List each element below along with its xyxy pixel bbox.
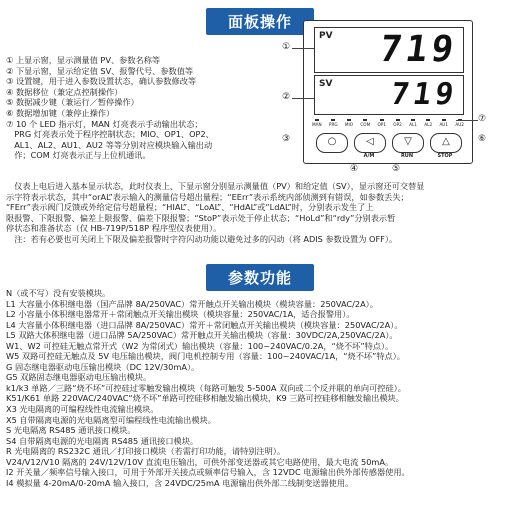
down-run-key[interactable]: ▽ xyxy=(392,133,424,153)
led-indicator: AL1 xyxy=(409,119,417,127)
list-item: ③ 设置键，用于进入参数设置状态，确认参数修改等 xyxy=(6,76,197,87)
am-key-label: A/M xyxy=(363,153,375,159)
callout-5: ⑤ xyxy=(392,164,401,174)
panel-item-list xyxy=(6,55,276,161)
list-item: R 光电隔离的 RS232C 通讯／打印接口模块（若需打印功能，请特别注明）。 xyxy=(6,446,286,457)
pv-value: 719 xyxy=(377,29,460,70)
sv-display xyxy=(314,75,464,115)
list-item: L2 小容量小体积继电器常开＋常闭触点开关输出模块（模块容量：250VAC/1A，适合报警用）。 xyxy=(6,309,355,320)
list-item: G 固态继电器驱动电压输出模块（DC 12V/30mA）。 xyxy=(6,361,200,372)
list-item: L4 大容量小体积继电器（进口品牌 8A/250VAC）常开＋常闭触点开关输出模块（模块容量：250VAC/2A）。 xyxy=(6,319,403,330)
controller-panel xyxy=(303,20,473,164)
list-item: I4 模拟量 4-20mA/0-20mA 输入接口，含 24VDC/25mA 电源输出供外部二线制变送器使用。 xyxy=(6,477,354,488)
set-key[interactable]: ○ xyxy=(316,133,348,153)
callout-1: ① xyxy=(282,42,291,52)
list-item: ① 上显示窗，显示测量值 PV、参数名称等 xyxy=(6,55,161,65)
led-indicators xyxy=(312,119,464,127)
led-indicator: OP1 xyxy=(378,119,387,127)
led-indicator: AU2 xyxy=(455,119,464,127)
up-stop-key[interactable]: △ xyxy=(430,133,462,153)
list-item: ② 下显示窗，显示给定值 SV、报警代号、参数值等 xyxy=(6,65,194,76)
list-item: k1/k3 单路／三路“烧不坏”可控硅过零触发输出模块（每路可触发 5-500A 双向或二个反并联的单向可控硅）。 xyxy=(6,382,406,393)
list-item: G5 双路固态继电器驱动电压输出模块。 xyxy=(6,372,152,383)
list-item: PRG 灯亮表示处于程序控制状态；MIO、OP1、OP2、 xyxy=(6,129,214,140)
list-item: W5 双路可控硅无触点及 5V 电压输出模块，阀门电机控制专用（容量：100~240VAC/1A，“烧不坏”特点）。 xyxy=(6,351,405,362)
panel-operation-header: 面板操作 xyxy=(206,8,314,35)
list-item: ⑥ 数据增加键（兼停止操作） xyxy=(6,107,115,118)
paragraph-line: 仪表上电后进入基本显示状态，此时仪表上、下显示窗分别显示测量值（PV）和给定值（SV），显示窗还可交替显 xyxy=(6,181,425,191)
led-indicator: PRG xyxy=(329,119,338,127)
callout-3: ③ xyxy=(282,134,291,144)
paragraph-line: 停状态和准备状态（仅 HB-719P/518P 程序型仪表使用）。 xyxy=(6,223,222,234)
paragraph-line: 示字符表示状态，其中“orAL”表示输入的测量信号超出量程；“EErr”表示系统内部侦测到有错误，如参数丢失； xyxy=(6,191,409,202)
keypad xyxy=(312,133,464,161)
led-indicator: MAN xyxy=(312,119,322,127)
led-indicator: AU1 xyxy=(439,119,448,127)
sv-value: 719 xyxy=(388,77,460,112)
list-item: ④ 数据移位（兼定点控制操作） xyxy=(6,86,123,97)
list-item: L1 大容量小体积继电器（国产品牌 8A/250VAC）常开触点开关输出模块（模块容量：250VAC/2A）。 xyxy=(6,298,378,309)
run-key-label: RUN xyxy=(400,153,414,159)
list-item: AL1、AL2、AU1、AU2 等等分别对应模块输入输出动 xyxy=(6,139,213,150)
list-item: 作；COM 灯亮表示正与上位机通讯。 xyxy=(6,150,151,161)
list-item: S4 自带隔离电源的光电隔离 RS485 通讯接口模块。 xyxy=(6,435,199,446)
list-item: L5 双路大体积继电器（进口品牌 5A/250VAC）常开触点开关输出模块（容量：30VDC/2A,250VAC/2A）。 xyxy=(6,330,398,341)
list-item: ⑦ 10 个 LED 指示灯，MAN 灯亮表示手动输出状态； xyxy=(6,118,203,129)
list-item: N（或不写）没有安装模块。 xyxy=(6,288,111,298)
pv-label: PV xyxy=(319,31,333,41)
list-item: ⑤ 数据减少键（兼运行／暂停操作） xyxy=(6,97,139,108)
display-status-paragraph xyxy=(6,181,514,245)
paragraph-line: 注：若有必要也可关闭上下限及偏差报警时字符闪动功能以避免过多的闪动（将 ADIS 参数设置为 OFF）。 xyxy=(6,233,398,244)
paragraph-line: “FErr”表示阀门反馈或外给定信号超量程；“HIAL”、“LoAL”、“HdAL”或“LdAL”时，分别表示发生了上 xyxy=(6,202,374,213)
led-indicator: MIO xyxy=(345,119,353,127)
list-item: S 光电隔离 RS485 通讯接口模块。 xyxy=(6,425,136,436)
list-item: X5 自带隔离电源的光电隔离型可编程线性电流输出模块。 xyxy=(6,414,216,425)
callout-7: ⑦ xyxy=(478,114,487,124)
led-indicator: OP2 xyxy=(393,119,402,127)
list-item: X3 光电隔离的可编程线性电流输出模块。 xyxy=(6,404,159,415)
paragraph-line: 限报警、下限报警、偏差上限报警、偏差下限报警；“StoP”表示处于停止状态；“HoLd”和“rdy”分别表示暂 xyxy=(6,212,396,223)
callout-4: ④ xyxy=(350,164,359,174)
list-item: K51/K61 单路 220VAC/240VAC“烧不坏”单路可控硅移相触发输出模块，K9 三路可控硅移相触发输出模块。 xyxy=(6,393,404,404)
parameter-function-header: 参数功能 xyxy=(206,264,314,291)
callout-6: ⑥ xyxy=(478,134,487,144)
list-item: V24/V12/V10 隔离的 24V/12V/10V 直流电压输出，可供外部变送器或其它电路使用，最大电流 50mA。 xyxy=(6,456,394,467)
module-list xyxy=(6,288,516,488)
list-item: W1、W2 可控硅无触点常开式（W2 为常闭式）输出模块（容量：100~240VAC/0.2A，“烧不坏”特点）。 xyxy=(6,340,394,351)
sv-label: SV xyxy=(319,79,333,89)
list-item: I2 开关量／频率信号输入接口，可用于外部开关接点或频率信号输入，含 12VDC 电源输出供外部传感器使用。 xyxy=(6,467,410,478)
led-indicator: COM xyxy=(360,119,370,127)
callout-2: ② xyxy=(282,92,291,102)
led-indicator: AL2 xyxy=(424,119,432,127)
shift-am-key[interactable]: ◁ xyxy=(354,133,386,153)
stop-key-label: STOP xyxy=(437,153,453,159)
pv-display xyxy=(314,27,464,73)
